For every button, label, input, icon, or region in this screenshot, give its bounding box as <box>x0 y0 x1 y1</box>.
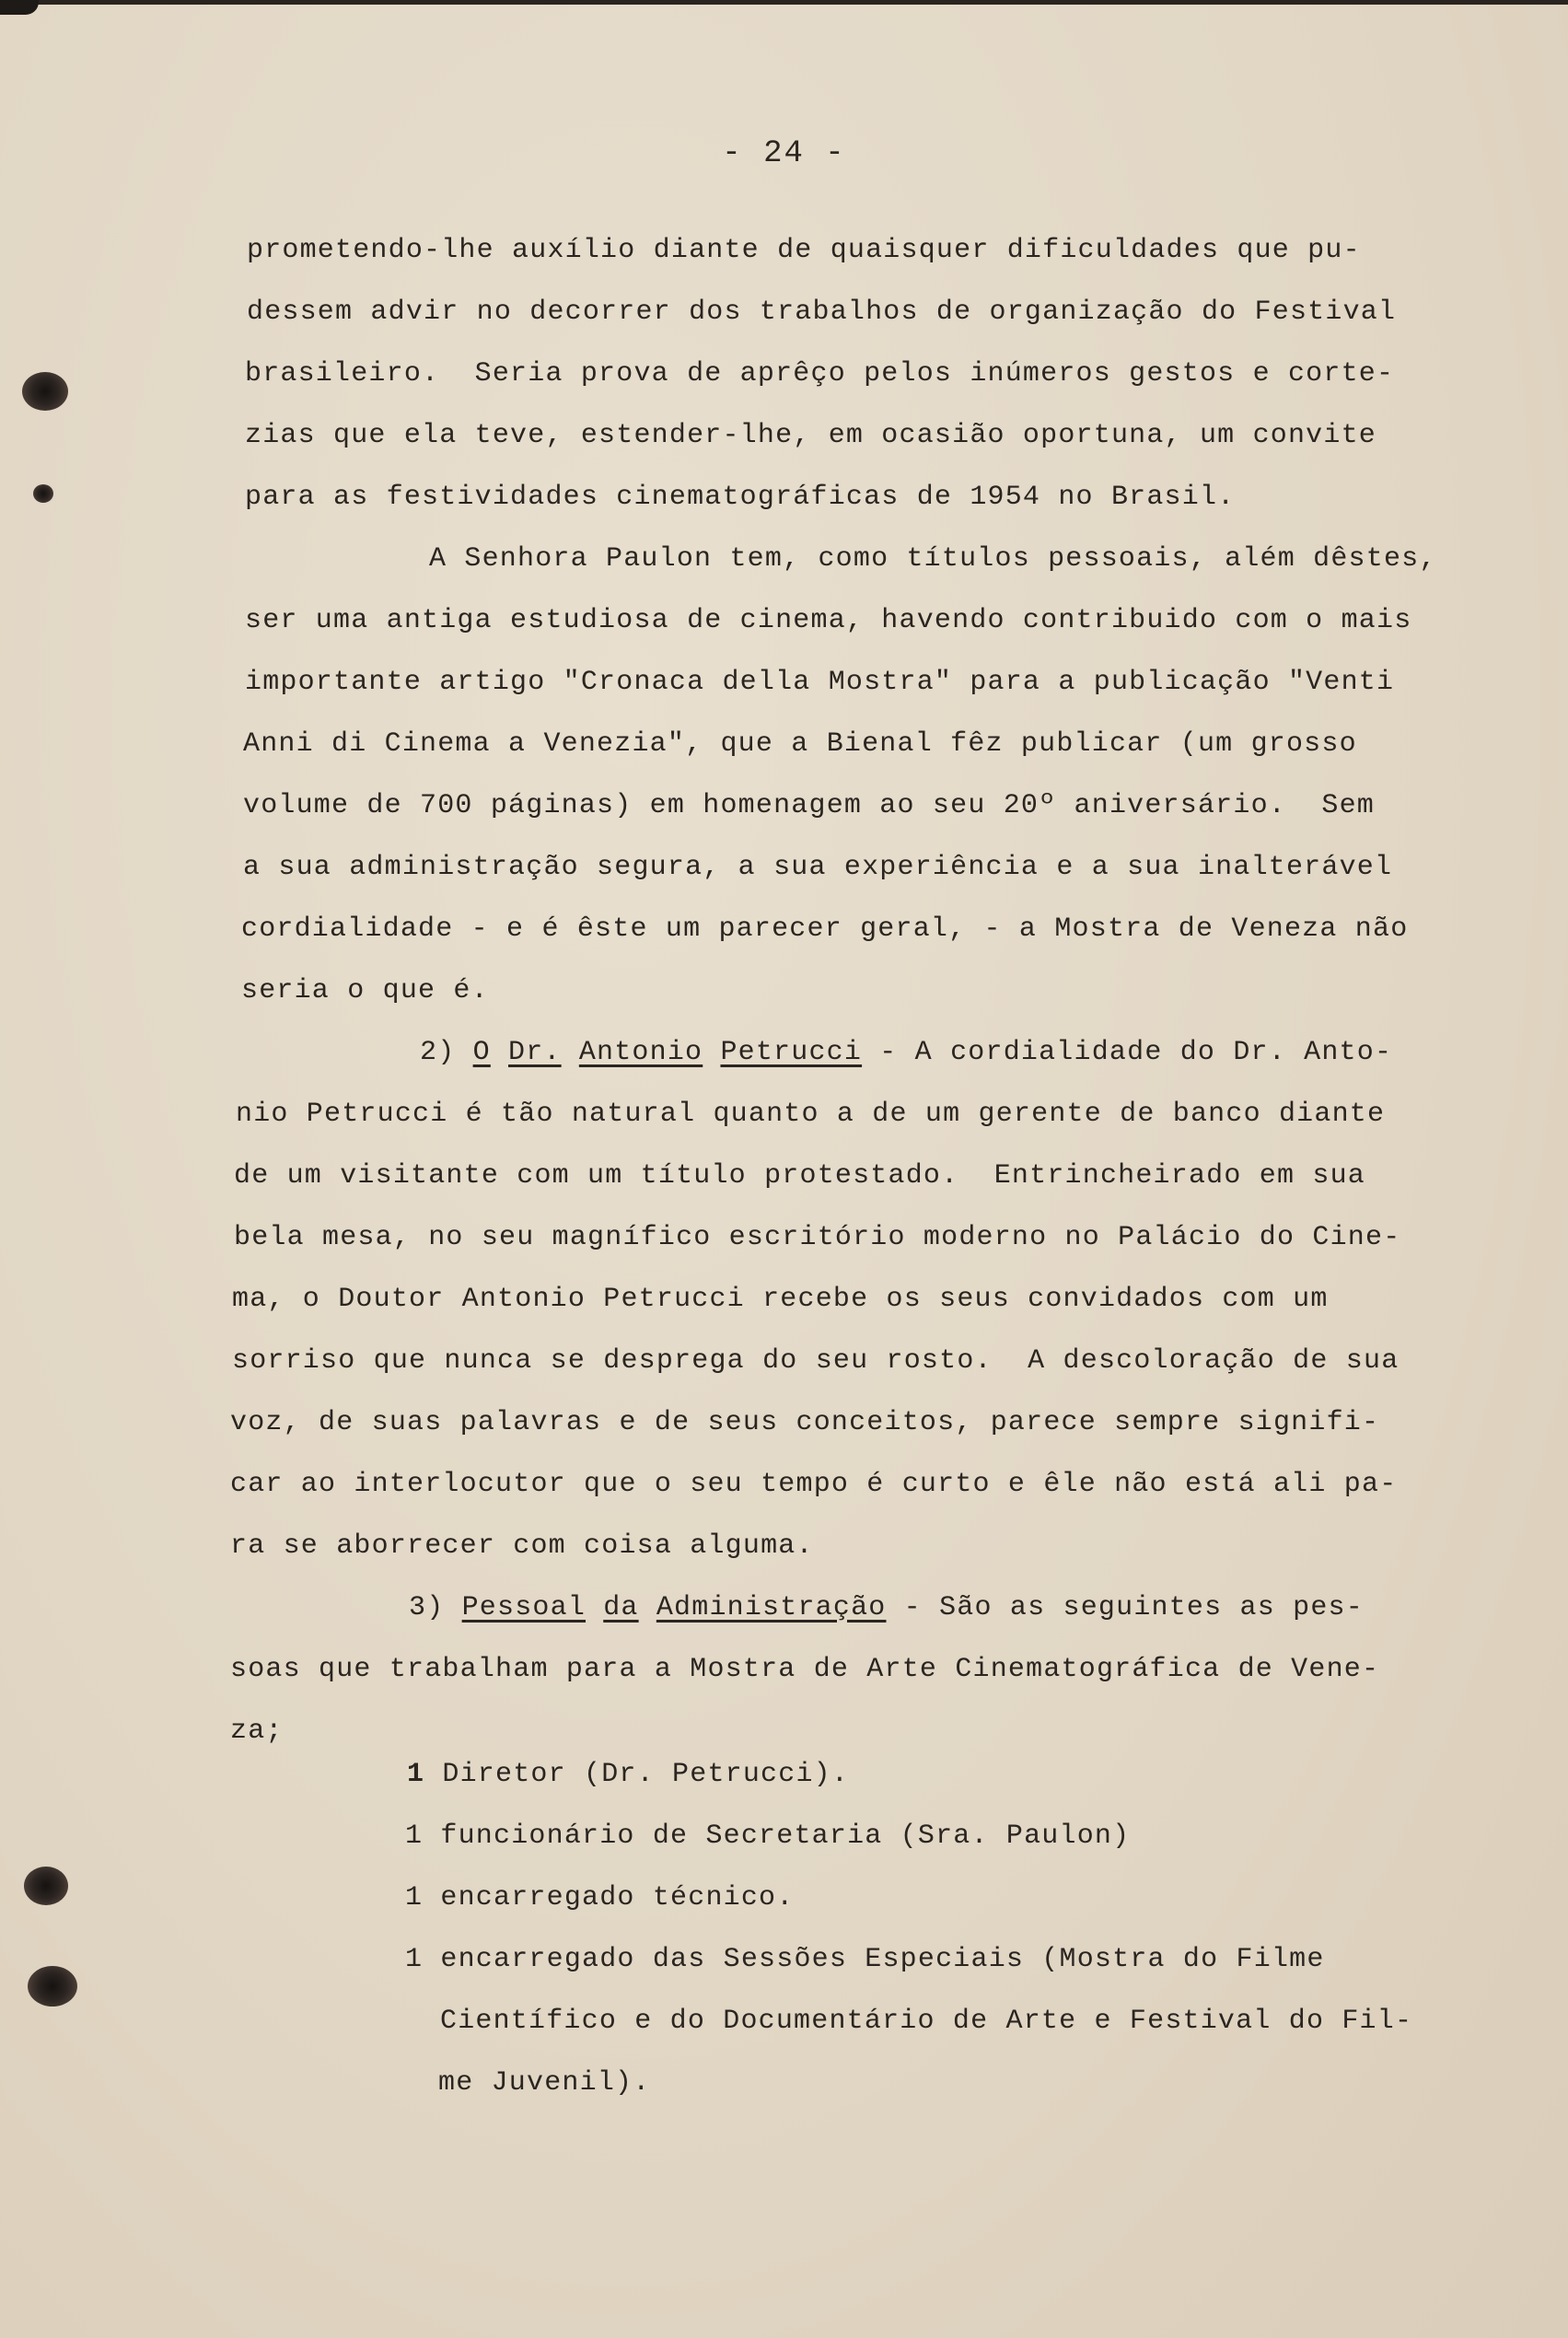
list-count: 1 <box>405 1820 424 1852</box>
text-line: car ao interlocutor que o seu tempo é curto e êle não está ali pa- <box>230 1469 1398 1500</box>
list-text: funcionário de Secretaria (Sra. Paulon) <box>440 1820 1131 1852</box>
text-line: zias que ela teve, estender-lhe, em ocasião oportuna, um convite <box>245 420 1376 451</box>
heading-rest: - A cordialidade do Dr. Anto- <box>862 1037 1393 1068</box>
heading-word: da <box>603 1592 639 1623</box>
section-number: 3) <box>409 1592 445 1623</box>
list-item <box>405 1820 1130 1852</box>
text-line: bela mesa, no seu magnífico escritório moderno no Palácio do Cine- <box>234 1222 1401 1253</box>
heading-word: O <box>472 1037 491 1068</box>
text-line: Anni di Cinema a Venezia", que a Bienal fêz publicar (um grosso <box>243 728 1357 760</box>
list-count: 1 <box>405 1944 424 1975</box>
text-line: cordialidade - e é êste um parecer geral, - a Mostra de Veneza não <box>241 913 1409 945</box>
list-count: 1 <box>407 1759 425 1790</box>
heading-word: Antonio <box>578 1037 703 1068</box>
text-line: sorriso que nunca se desprega do seu rosto. A descoloração de sua <box>232 1345 1400 1377</box>
punch-hole-icon <box>22 372 68 411</box>
text-line: a sua administração segura, a sua experiência e a sua inalterável <box>243 852 1393 883</box>
list-count: 1 <box>405 1882 424 1913</box>
page-top-edge <box>0 0 1568 5</box>
list-item-continuation: Científico e do Documentário de Arte e Festival do Fil- <box>440 2006 1413 2037</box>
section-heading <box>420 1037 1392 1068</box>
list-item <box>405 1882 794 1913</box>
list-text: encarregado técnico. <box>440 1882 795 1913</box>
text-line: soas que trabalham para a Mostra de Arte Cinematográfica de Vene- <box>230 1654 1380 1685</box>
text-line: ra se aborrecer com coisa alguma. <box>230 1530 814 1562</box>
list-text: Diretor (Dr. Petrucci). <box>442 1759 850 1790</box>
heading-word: Petrucci <box>720 1037 863 1068</box>
list-item <box>405 1944 1325 1975</box>
page-torn-corner <box>0 0 39 15</box>
heading-rest: - São as seguintes as pes- <box>886 1592 1364 1623</box>
section-number: 2) <box>420 1037 456 1068</box>
page-number: - 24 - <box>722 136 846 171</box>
list-text: encarregado das Sessões Especiais (Mostra do Filme <box>440 1944 1325 1975</box>
punch-hole-icon <box>24 1867 68 1905</box>
text-line: A Senhora Paulon tem, como títulos pessoais, além dêstes, <box>429 543 1437 575</box>
text-line: importante artigo "Cronaca della Mostra" para a publicação "Venti <box>245 667 1395 698</box>
text-line: ma, o Doutor Antonio Petrucci recebe os seus convidados com um <box>232 1284 1329 1315</box>
text-line: prometendo-lhe auxílio diante de quaisquer dificuldades que pu- <box>247 235 1361 266</box>
text-line: nio Petrucci é tão natural quanto a de um gerente de banco diante <box>236 1099 1386 1130</box>
list-item <box>407 1759 849 1790</box>
list-item-continuation: me Juvenil). <box>438 2067 651 2099</box>
punch-hole-icon <box>33 484 53 503</box>
text-line: ser uma antiga estudiosa de cinema, havendo contribuido com o mais <box>245 605 1412 636</box>
punch-hole-icon <box>28 1966 77 2006</box>
section-heading <box>409 1592 1364 1623</box>
heading-word: Administração <box>656 1592 887 1623</box>
text-line: volume de 700 páginas) em homenagem ao seu 20º aniversário. Sem <box>243 790 1375 821</box>
text-line: seria o que é. <box>241 975 489 1006</box>
text-line: brasileiro. Seria prova de aprêço pelos inúmeros gestos e corte- <box>245 358 1395 390</box>
heading-word: Pessoal <box>461 1592 587 1623</box>
text-line: para as festividades cinematográficas de 1954 no Brasil. <box>245 482 1236 513</box>
text-line: dessem advir no decorrer dos trabalhos de organização do Festival <box>247 297 1397 328</box>
heading-word: Dr. <box>508 1037 562 1068</box>
text-line: de um visitante com um título protestado. Entrincheirado em sua <box>234 1160 1365 1192</box>
text-line: voz, de suas palavras e de seus conceitos, parece sempre signifi- <box>230 1407 1380 1438</box>
text-line: za; <box>230 1716 284 1747</box>
